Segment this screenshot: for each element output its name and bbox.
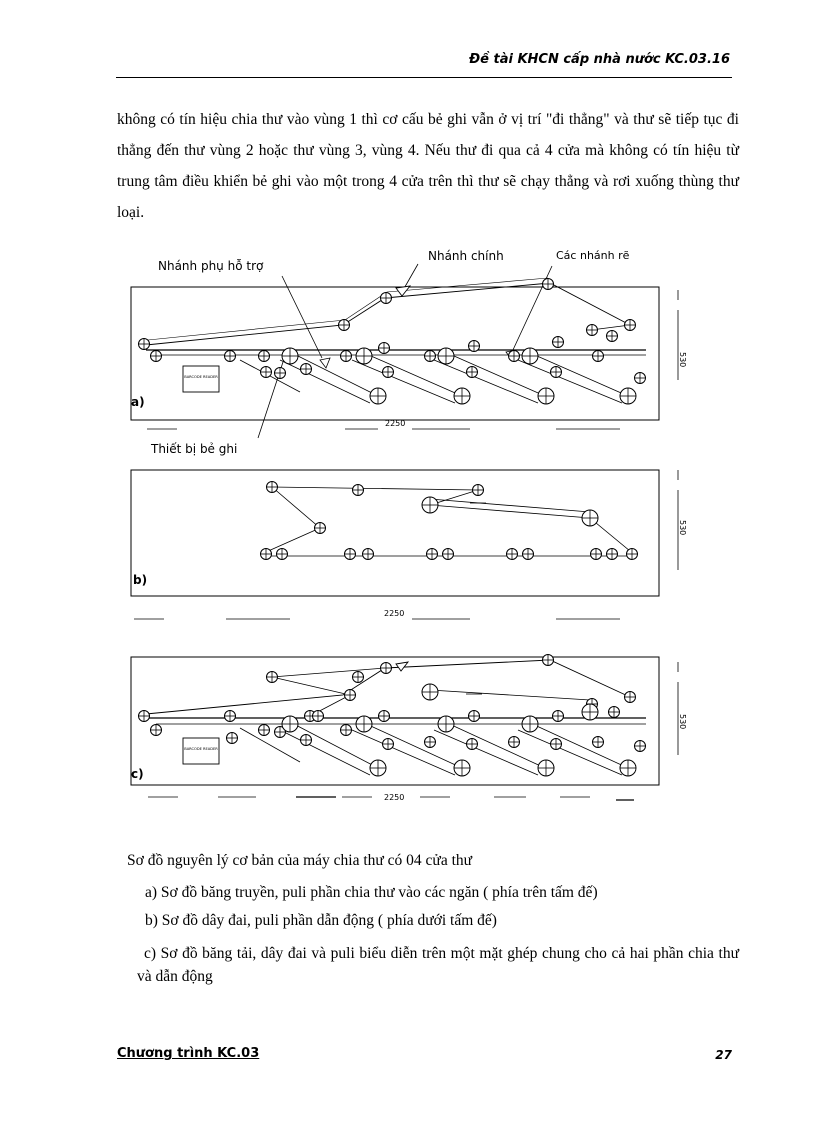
- main-branch-belt-a: [146, 283, 630, 345]
- panel-b-label: b): [133, 573, 148, 587]
- figure-caption: Sơ đồ nguyên lý cơ bản của máy chia thư có 04 cửa thư: [127, 852, 473, 869]
- panel-a: [131, 249, 687, 456]
- caption-item-a: a) Sơ đồ băng truyền, puli phần chia thư vào các ngăn ( phía trên tấm đế): [145, 884, 598, 901]
- panel-a-height-dim: 530: [678, 352, 687, 368]
- callout-switch-device: Thiết bị bẻ ghi: [151, 442, 238, 456]
- panel-b-height-dim: 530: [678, 520, 687, 536]
- panel-c-width-dim: 2250: [384, 793, 405, 802]
- panel-b: [131, 470, 687, 619]
- running-header: Đề tài KHCN cấp nhà nước KC.03.16: [469, 52, 730, 67]
- panel-a-width-dim: 2250: [385, 419, 406, 428]
- panel-a-frame: [131, 287, 659, 420]
- panel-a-label: a): [131, 395, 145, 409]
- barcode-reader-c: [183, 738, 219, 764]
- drive-belts-b: [266, 487, 636, 556]
- barcode-reader-c-label: BARCODE READER: [184, 747, 218, 751]
- barcode-reader-a-label: BARCODE READER: [184, 375, 218, 379]
- sorting-machine-diagram: [0, 240, 816, 810]
- page-number: 27: [715, 1048, 732, 1062]
- branch-belts-c: [240, 722, 628, 775]
- panel-c-height-dim: 530: [678, 714, 687, 730]
- pulleys-b: [261, 482, 638, 560]
- panel-b-width-dim: 2250: [384, 609, 405, 618]
- panel-c-frame: [131, 657, 659, 785]
- leader-support: [282, 276, 322, 358]
- callout-branches: Các nhánh rẽ: [556, 249, 630, 262]
- caption-item-c: c) Sơ đồ băng tải, dây đai và puli biểu diễn trên một mặt ghép chung cho cả hai phần chia thư và dẫn động: [137, 945, 739, 985]
- footer-program: Chương trình KC.03: [117, 1046, 260, 1061]
- barcode-reader-a: [183, 366, 219, 392]
- callout-main-branch: Nhánh chính: [428, 249, 504, 263]
- paragraph-text: không có tín hiệu chia thư vào vùng 1 thì cơ cấu bẻ ghi vẫn ở vị trí "đi thẳng" và thư sẽ tiếp tục đi thẳng đến thư vùng 2 hoặc thư vùng 3, vùng 4. Nếu thư đi qua cả 4 cửa mà không có tín hiệu từ trung tâm điều khiển bẻ ghi vào một trong 4 cửa trên thì thư sẽ chạy thẳng và rơi xuống thùng thư loại.: [117, 111, 739, 221]
- header-rule: [116, 77, 732, 78]
- callout-support-branch: Nhánh phụ hỗ trợ: [158, 259, 264, 273]
- panel-c-label: c): [131, 767, 144, 781]
- body-paragraph: [117, 104, 739, 228]
- panel-c: [131, 655, 687, 803]
- caption-item-b: b) Sơ đồ dây đai, puli phần dẫn động ( phía dưới tấm đế): [145, 912, 497, 929]
